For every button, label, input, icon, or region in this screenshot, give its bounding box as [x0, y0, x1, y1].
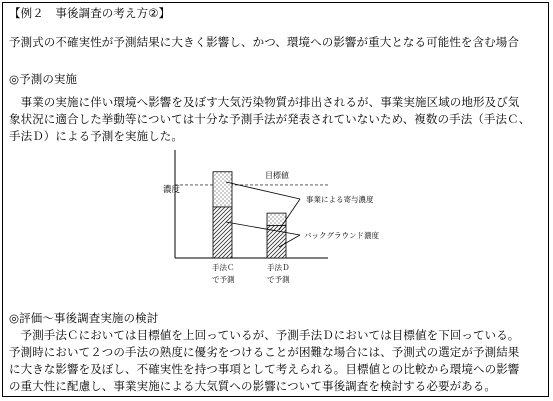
y-axis-label: 濃度	[163, 185, 181, 195]
bar-d-background	[267, 225, 286, 258]
bar-c-background	[213, 207, 232, 258]
evaluation-text-line: 予測手法Ｃにおいては目標値を上回っているが、予測手法Ｄにおいては目標値を下回っている。	[9, 328, 520, 342]
section-heading-evaluation: ◎評価～事後調査実施の検討	[9, 311, 159, 325]
bar-c-project-contribution	[213, 172, 232, 207]
prediction-text-line: 手法Ｄ）による予測を実施した。	[9, 129, 183, 143]
background-label: バックグラウンド濃度	[304, 231, 379, 240]
prediction-text-line: 象状況に適合した挙動等については十分な予測手法が発表されていないため、複数の手法（手法Ｃ、	[9, 112, 531, 126]
project-contribution-label: 事業による寄与濃度	[306, 195, 374, 204]
section-heading-prediction: ◎予測の実施	[9, 72, 78, 86]
bar-c-label-sub: で予測	[212, 275, 235, 284]
case-description: 予測式の不確実性が予測結果に大きく影響し、かつ、環境への影響が重大となる可能性を含む場合	[9, 35, 519, 49]
evaluation-text-line: に大きな影響を及ぼし、不確実性を持つ事項として考えられる。目標値との比較から環境への影響	[9, 362, 520, 376]
prediction-text-line: 事業の実施に伴い環境へ影響を及ぼす大気汚染物質が排出されるが、事業実施区域の地形及び気	[9, 95, 520, 109]
bar-c-label: 手法Ｃ	[212, 263, 235, 272]
bar-d-label-sub: で予測	[267, 275, 290, 284]
target-label: 目標値	[265, 171, 289, 180]
bar-d-label: 手法Ｄ	[267, 263, 290, 272]
evaluation-text-line: 予測時において２つの手法の熟度に優劣をつけることが困難な場合には、予測式の選定が予測結果	[9, 345, 520, 359]
box-title: 【例２ 事後調査の考え方②】	[9, 6, 171, 20]
evaluation-text-line: の重大性に配慮し、事業実施による大気質への影響について事後調査を検討する必要がある。	[9, 379, 496, 393]
